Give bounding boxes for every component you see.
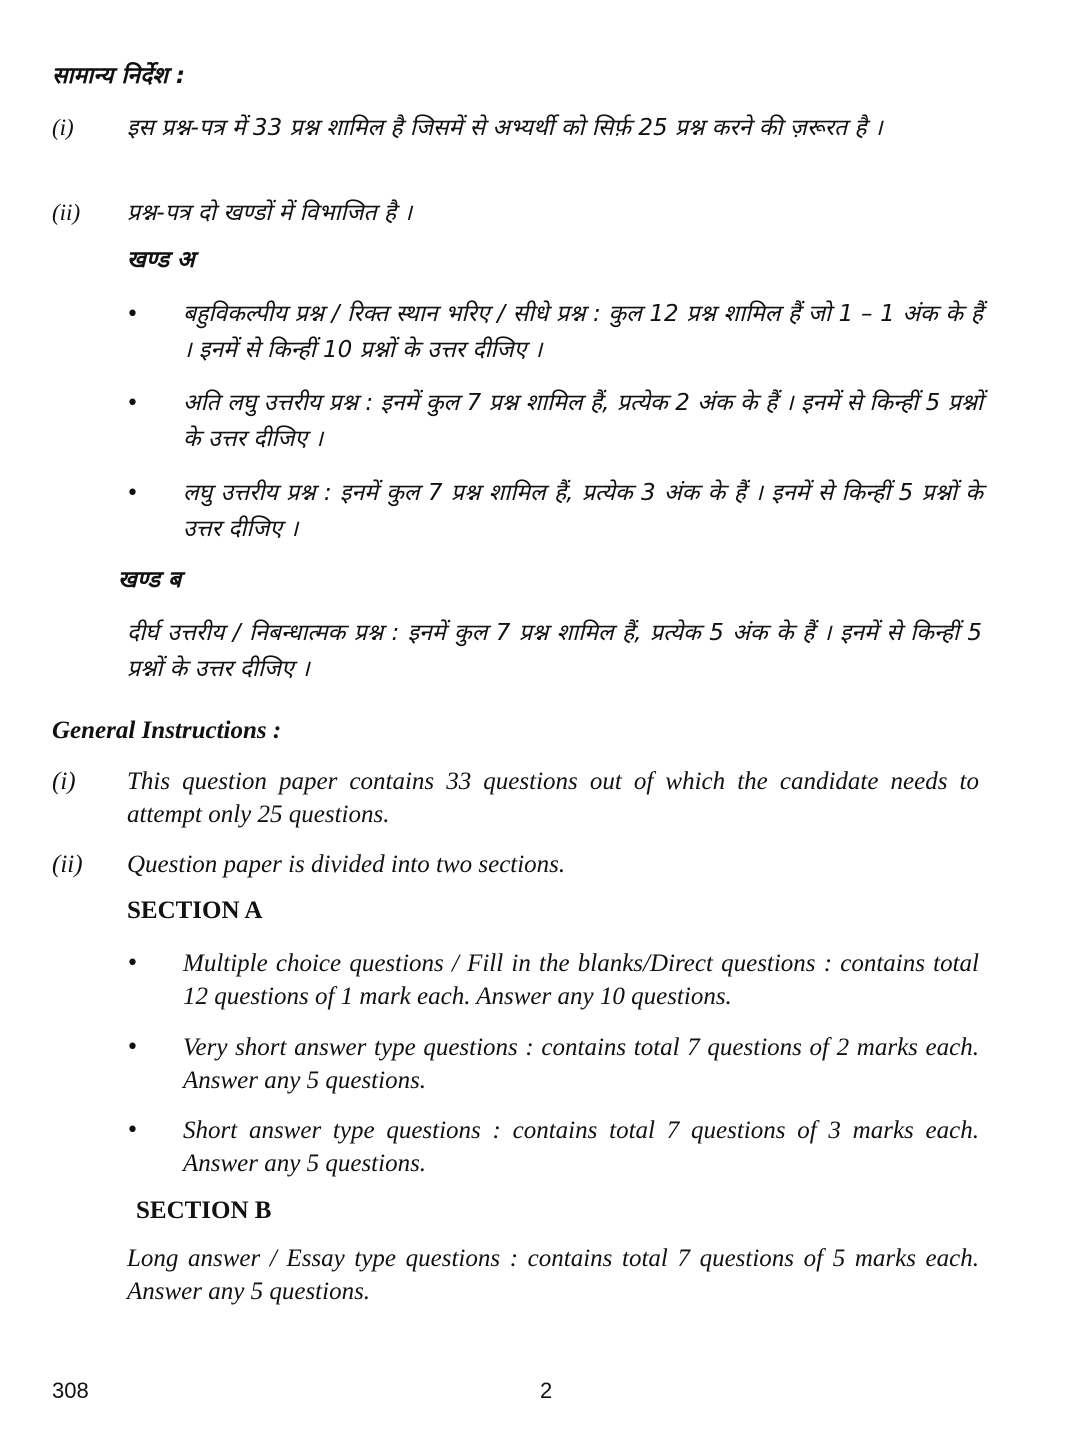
english-item-text: This question paper contains 33 questions out of which the candidate needs to attempt only 25 questions. xyxy=(127,768,979,828)
english-instructions-heading: General Instructions : xyxy=(52,717,282,744)
bullet-icon: • xyxy=(126,481,139,506)
hindi-item-text: इस प्रश्न-पत्र में 33 प्रश्न शामिल है जिसमें से अभ्यर्थी को सिर्फ़ 25 प्रश्न करने की ज़रूरत है । xyxy=(127,115,883,141)
english-section-b-title: SECTION B xyxy=(136,1197,272,1224)
hindi-bullet-text: अति लघु उत्तरीय प्रश्न : इनमें कुल 7 प्रश्न शामिल हैं, प्रत्येक 2 अंक के हैं । इनमें से किन्हीं 5 प्रश्नों के उत्तर दीजिए । xyxy=(183,390,983,452)
english-item-text: Question paper is divided into two sections. xyxy=(127,851,566,878)
hindi-section-a-title: खण्ड अ xyxy=(127,247,195,273)
hindi-instructions-heading: सामान्य निर्देश : xyxy=(52,63,186,89)
hindi-bullet-text: बहुविकल्पीय प्रश्न / रिक्त स्थान भरिए / सीधे प्रश्न : कुल 12 प्रश्न शामिल हैं जो 1 – 1 अंक के हैं । इनमें से किन्हीं 10 प्रश्नों के उत्तर दीजिए । xyxy=(183,301,983,363)
bullet-icon: • xyxy=(126,302,139,327)
english-section-a-title: SECTION A xyxy=(127,897,263,924)
english-section-b-text: Long answer / Essay type questions : contains total 7 questions of 5 marks each. Answer any 5 questions. xyxy=(127,1245,979,1305)
english-bullet-text: Very short answer type questions : contains total 7 questions of 2 marks each. Answer any 5 questions. xyxy=(183,1034,979,1094)
hindi-item-number: (ii) xyxy=(52,200,81,225)
hindi-section-b-title: खण्ड ब xyxy=(118,567,182,593)
bullet-icon: • xyxy=(126,1118,139,1143)
hindi-section-b-text: दीर्घ उत्तरीय / निबन्धात्मक प्रश्न : इनमें कुल 7 प्रश्न शामिल हैं, प्रत्येक 5 अंक के हैं । इनमें से किन्हीं 5 प्रश्नों के उत्तर दीजिए । xyxy=(127,620,982,682)
hindi-item-text: प्रश्न-पत्र दो खण्डों में विभाजित है । xyxy=(127,200,413,226)
english-bullet-text: Short answer type questions : contains total 7 questions of 3 marks each. Answer any 5 questions. xyxy=(183,1117,979,1177)
bullet-icon: • xyxy=(126,1035,139,1060)
hindi-bullet-text: लघु उत्तरीय प्रश्न : इनमें कुल 7 प्रश्न शामिल हैं, प्रत्येक 3 अंक के हैं । इनमें से किन्हीं 5 प्रश्नों के उत्तर दीजिए । xyxy=(183,480,983,542)
english-item-number: (i) xyxy=(52,768,76,795)
bullet-icon: • xyxy=(126,951,139,976)
page-number: 2 xyxy=(540,1378,553,1403)
paper-code: 308 xyxy=(52,1378,89,1403)
english-bullet-text: Multiple choice questions / Fill in the blanks/Direct questions : contains total 12 questions of 1 mark each. Answer any 10 questions. xyxy=(183,950,979,1010)
english-item-number: (ii) xyxy=(52,851,83,878)
bullet-icon: • xyxy=(126,391,139,416)
hindi-item-number: (i) xyxy=(52,115,74,140)
